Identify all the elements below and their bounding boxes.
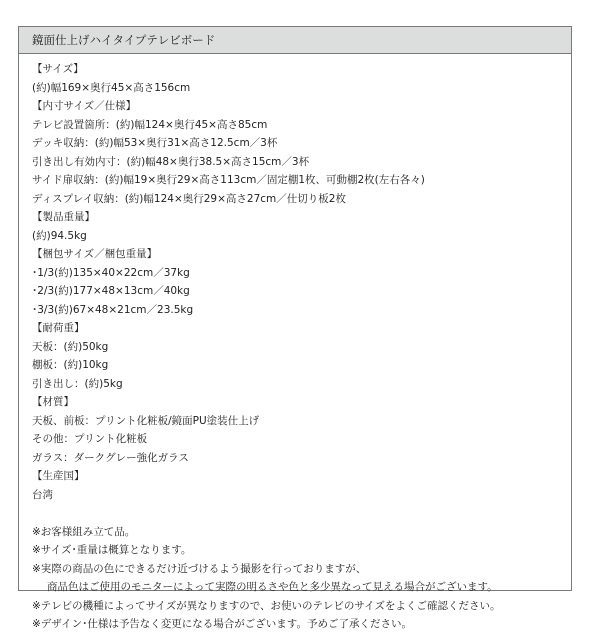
section-heading-inner-size: 【内寸サイズ／仕様】	[32, 100, 137, 112]
inner-size-display: ディスプレイ収納：(約)幅124×奥行29×高さ27cm／仕切り板2枚	[32, 192, 346, 205]
spacer	[32, 504, 571, 523]
section-heading-material: 【材質】	[32, 396, 74, 408]
notes	[32, 523, 571, 634]
inner-size-tv-area: テレビ設置箇所：(約)幅124×奥行45×高さ85cm	[32, 118, 268, 131]
inner-size-deck-storage: デッキ収納：(約)幅53×奥行31×高さ12.5cm／3杯	[32, 137, 278, 149]
material-glass: ガラス：ダークグレー強化ガラス	[32, 451, 189, 464]
section-heading-load-capacity: 【耐荷重】	[32, 322, 85, 334]
note-design-change: ※デザイン･仕様は予告なく変更になる場合がございます。予めご了承ください。	[32, 618, 412, 630]
spec-body	[19, 54, 571, 634]
load-top-board: 天板：(約)50kg	[32, 340, 109, 353]
origin-value: 台湾	[32, 488, 53, 501]
note-tv-size: ※テレビの機種によってサイズが異なりますので、お使いのテレビのサイズをよくご確認ください。	[32, 599, 501, 612]
load-drawer: 引き出し：(約)5kg	[32, 377, 123, 390]
product-weight-value: (約)94.5kg	[32, 229, 87, 242]
material-top-front: 天板、前板：プリント化粧板/鏡面PU塗装仕上げ	[32, 414, 260, 427]
inner-size-side-door: サイド扉収納：(約)幅19×奥行29×高さ113cm／固定棚1枚、可動棚2枚(左右各々)	[32, 174, 425, 186]
note-color-continued: 商品色はご使用のモニターによって実際の明るさや色と多少異なって見える場合がございます。	[47, 581, 498, 593]
note-approximate: ※サイズ･重量は概算となります。	[32, 544, 192, 556]
size-value: (約)幅169×奥行45×高さ156cm	[32, 81, 191, 94]
load-shelf: 棚板：(約)10kg	[32, 359, 109, 371]
section-heading-package: 【梱包サイズ／梱包重量】	[32, 248, 158, 260]
package-item-2: ･2/3(約)177×48×13cm／40kg	[32, 285, 190, 297]
material-other: その他：プリント化粧板	[32, 433, 148, 445]
note-color: ※実際の商品の色にできるだけ近づけるよう撮影を行っておりますが、	[32, 562, 367, 575]
spec-title: 鏡面仕上げハイタイプテレビボード	[19, 27, 571, 54]
inner-size-drawer: 引き出し有効内寸：(約)幅48×奥行38.5×高さ15cm／3杯	[32, 155, 310, 168]
package-item-1: ･1/3(約)135×40×22cm／37kg	[32, 266, 190, 279]
section-heading-origin: 【生産国】	[32, 470, 85, 482]
section-heading-size: 【サイズ】	[32, 63, 84, 75]
section-heading-product-weight: 【製品重量】	[32, 211, 95, 223]
package-item-3: ･3/3(約)67×48×21cm／23.5kg	[32, 303, 194, 316]
note-assembly: ※お客様組み立て品。	[32, 525, 136, 538]
spec-table	[18, 26, 572, 630]
